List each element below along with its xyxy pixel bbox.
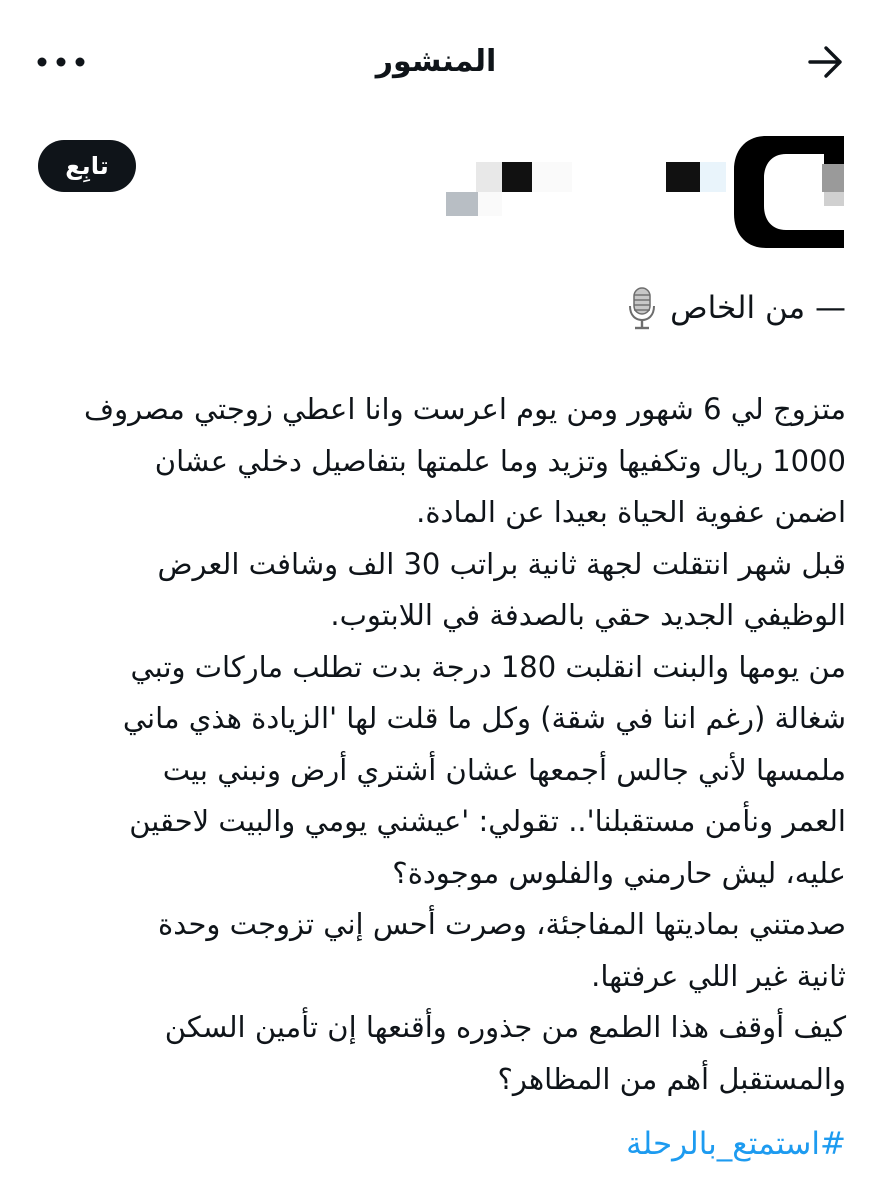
author-name-pixelated[interactable] xyxy=(352,140,742,220)
post-line: قبل شهر انتقلت لجهة ثانية براتب 30 الف وشافت العرض xyxy=(157,546,846,581)
post-line: العمر ونأمن مستقبلنا'.. تقولي: 'عيشني يومي والبيت لاحقين xyxy=(129,804,846,838)
post-source-line xyxy=(26,284,846,332)
post-line: ثانية غير اللي عرفتها. xyxy=(591,958,846,993)
post-line: متزوج لي 6 شهور ومن يوم اعرست وانا اعطي زوجتي مصروف xyxy=(84,392,846,426)
post-line: صدمتني بماديتها المفاجئة، وصرت أحس إني تزوجت وحدة xyxy=(158,907,846,941)
post-line: عليه، ليش حارمني والفلوس موجودة؟ xyxy=(392,855,846,890)
top-bar xyxy=(0,0,872,128)
microphone-icon xyxy=(624,286,660,330)
more-options-button[interactable] xyxy=(34,44,88,80)
hashtag-link[interactable]: #استمتع_بالرحلة xyxy=(626,1126,846,1162)
post-line: الوظيفي الجديد حقي بالصدفة في اللابتوب. xyxy=(330,598,846,632)
post-line: من يومها والبنت انقلبت 180 درجة بدت تطلب ماركات وتبي xyxy=(130,649,846,684)
follow-button[interactable]: تابِع xyxy=(38,140,136,192)
post-line: والمستقبل أهم من المظاهر؟ xyxy=(497,1061,846,1096)
more-horizontal-icon xyxy=(36,53,86,72)
post-line: ملمسها لأني جالس أجمعها عشان أشتري أرض ونبني بيت xyxy=(162,752,846,787)
post-line: اضمن عفوية الحياة بعيدا عن المادة. xyxy=(416,495,846,529)
page-title: المنشور xyxy=(375,44,497,79)
avatar[interactable] xyxy=(730,134,844,248)
post-line: كيف أوقف هذا الطمع من جذوره وأقنعها إن تأمين السكن xyxy=(164,1010,846,1044)
post-text xyxy=(20,384,846,1105)
post-source-text: — من الخاص xyxy=(670,290,846,326)
post-line: شغالة (رغم اننا في شقة) وكل ما قلت لها 'الزيادة هذي ماني xyxy=(122,701,846,735)
post-line: 1000 ريال وتكفيها وتزيد وما علمتها بتفاصيل دخلي عشان xyxy=(154,443,846,478)
